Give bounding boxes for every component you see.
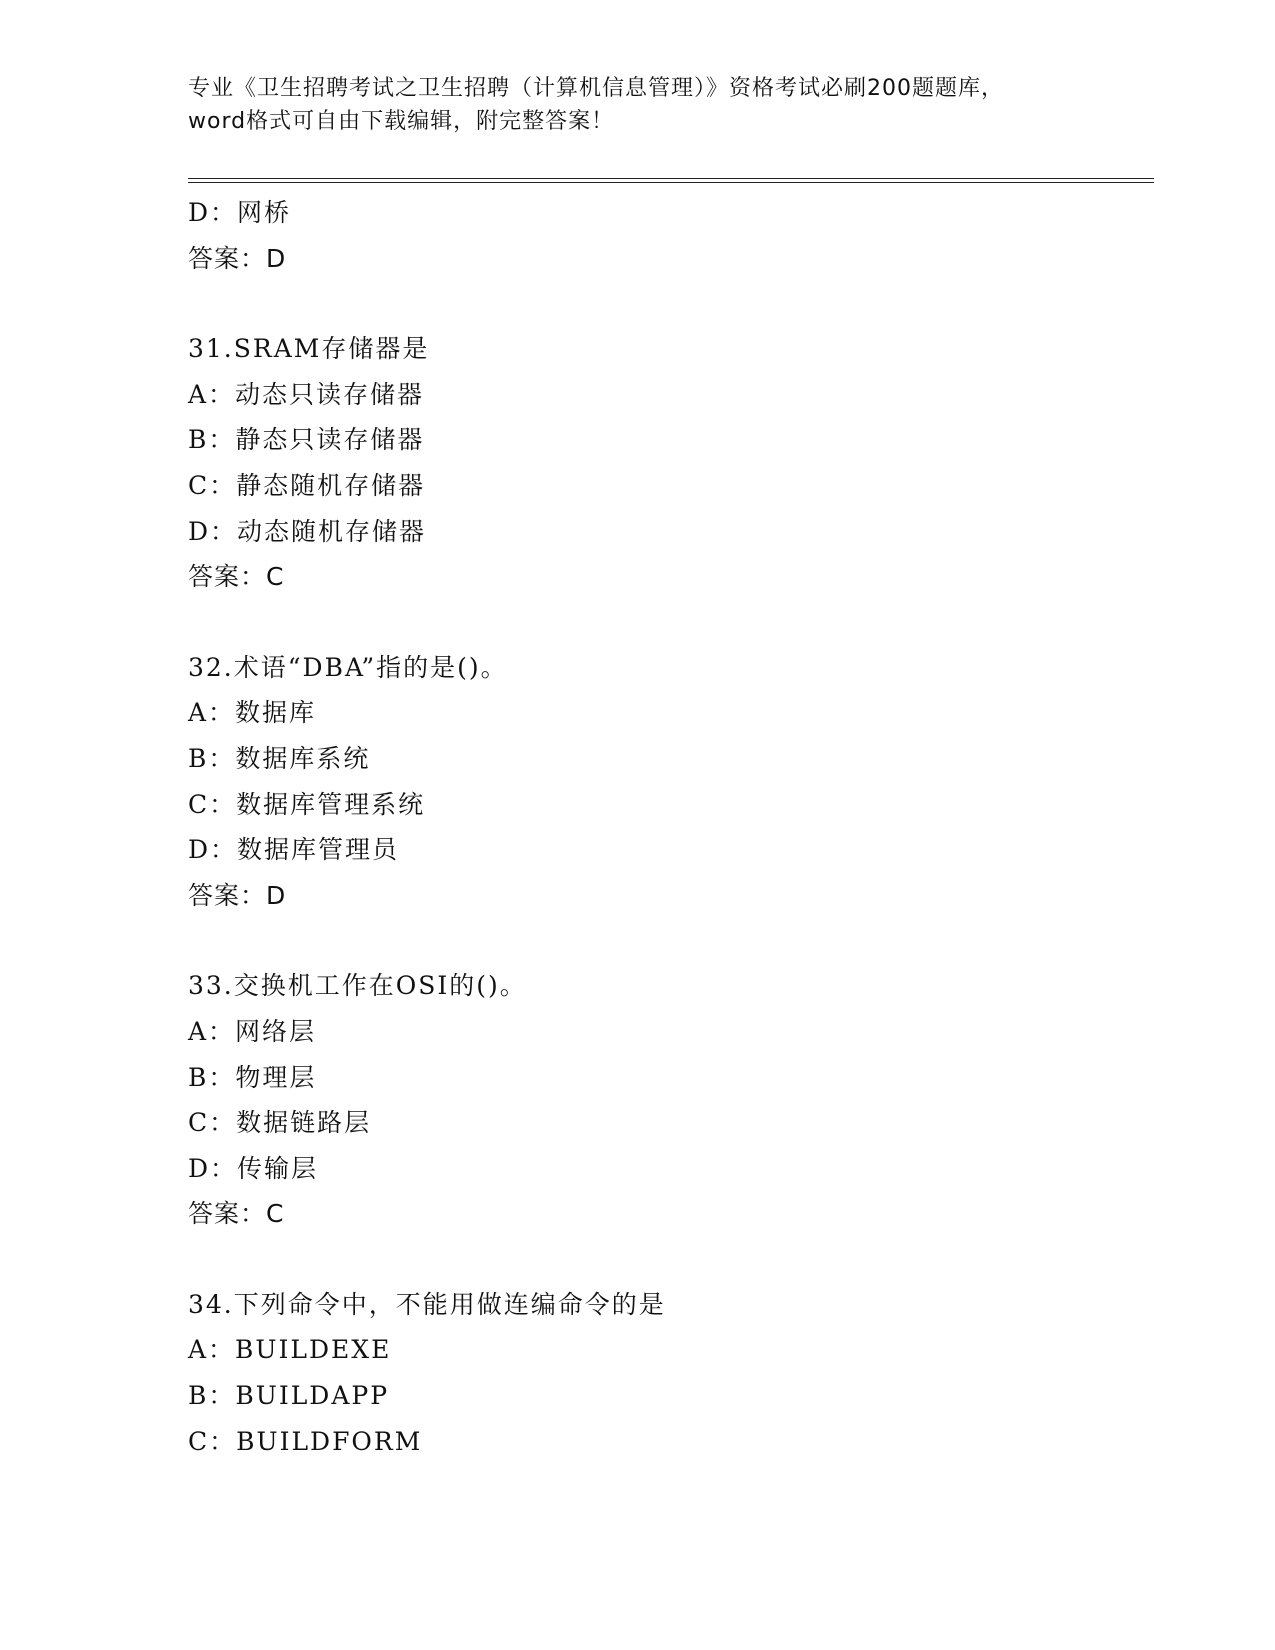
option-b: B：静态只读存储器: [188, 425, 425, 455]
option-b: B：数据库系统: [188, 743, 371, 773]
question-stem: 31.SRAM存储器是: [188, 334, 430, 364]
page-header: [188, 72, 1088, 138]
answer: 答案：D: [188, 243, 287, 273]
option-a: A：数据库: [188, 698, 317, 728]
option-a: A：网络层: [188, 1016, 317, 1046]
header-divider: [188, 178, 1154, 183]
answer: 答案：C: [188, 562, 285, 592]
option-d: D：网桥: [188, 198, 292, 227]
question-32: [188, 645, 1148, 919]
option-c: C：BUILDFORM: [188, 1426, 423, 1456]
option-d: D：动态随机存储器: [188, 516, 427, 546]
answer: 答案：C: [188, 1199, 285, 1229]
header-line-2: word格式可自由下载编辑，附完整答案！: [188, 109, 615, 134]
question-stem: 33.交换机工作在OSI的()。: [188, 971, 527, 1001]
header-line-1: 专业《卫生招聘考试之卫生招聘（计算机信息管理）》资格考试必刷200题题库，: [188, 76, 1004, 101]
option-c: C：数据链路层: [188, 1108, 372, 1138]
question-34: [188, 1282, 1148, 1464]
option-d: D：数据库管理员: [188, 835, 400, 865]
option-b: B：物理层: [188, 1062, 317, 1092]
option-b: B：BUILDAPP: [188, 1381, 390, 1411]
option-c: C：静态随机存储器: [188, 470, 426, 500]
option-c: C：数据库管理系统: [188, 789, 426, 819]
document-body: [188, 190, 1148, 1464]
option-a: A：动态只读存储器: [188, 379, 425, 409]
question-stem: 34.下列命令中，不能用做连编命令的是: [188, 1289, 666, 1319]
question-33: [188, 963, 1148, 1237]
question-31: [188, 326, 1148, 600]
answer: 答案：D: [188, 880, 287, 910]
question-30-continued: [188, 190, 1148, 281]
option-a: A：BUILDEXE: [188, 1335, 392, 1365]
question-stem: 32.术语“DBA”指的是()。: [188, 652, 508, 682]
option-d: D：传输层: [188, 1153, 319, 1183]
